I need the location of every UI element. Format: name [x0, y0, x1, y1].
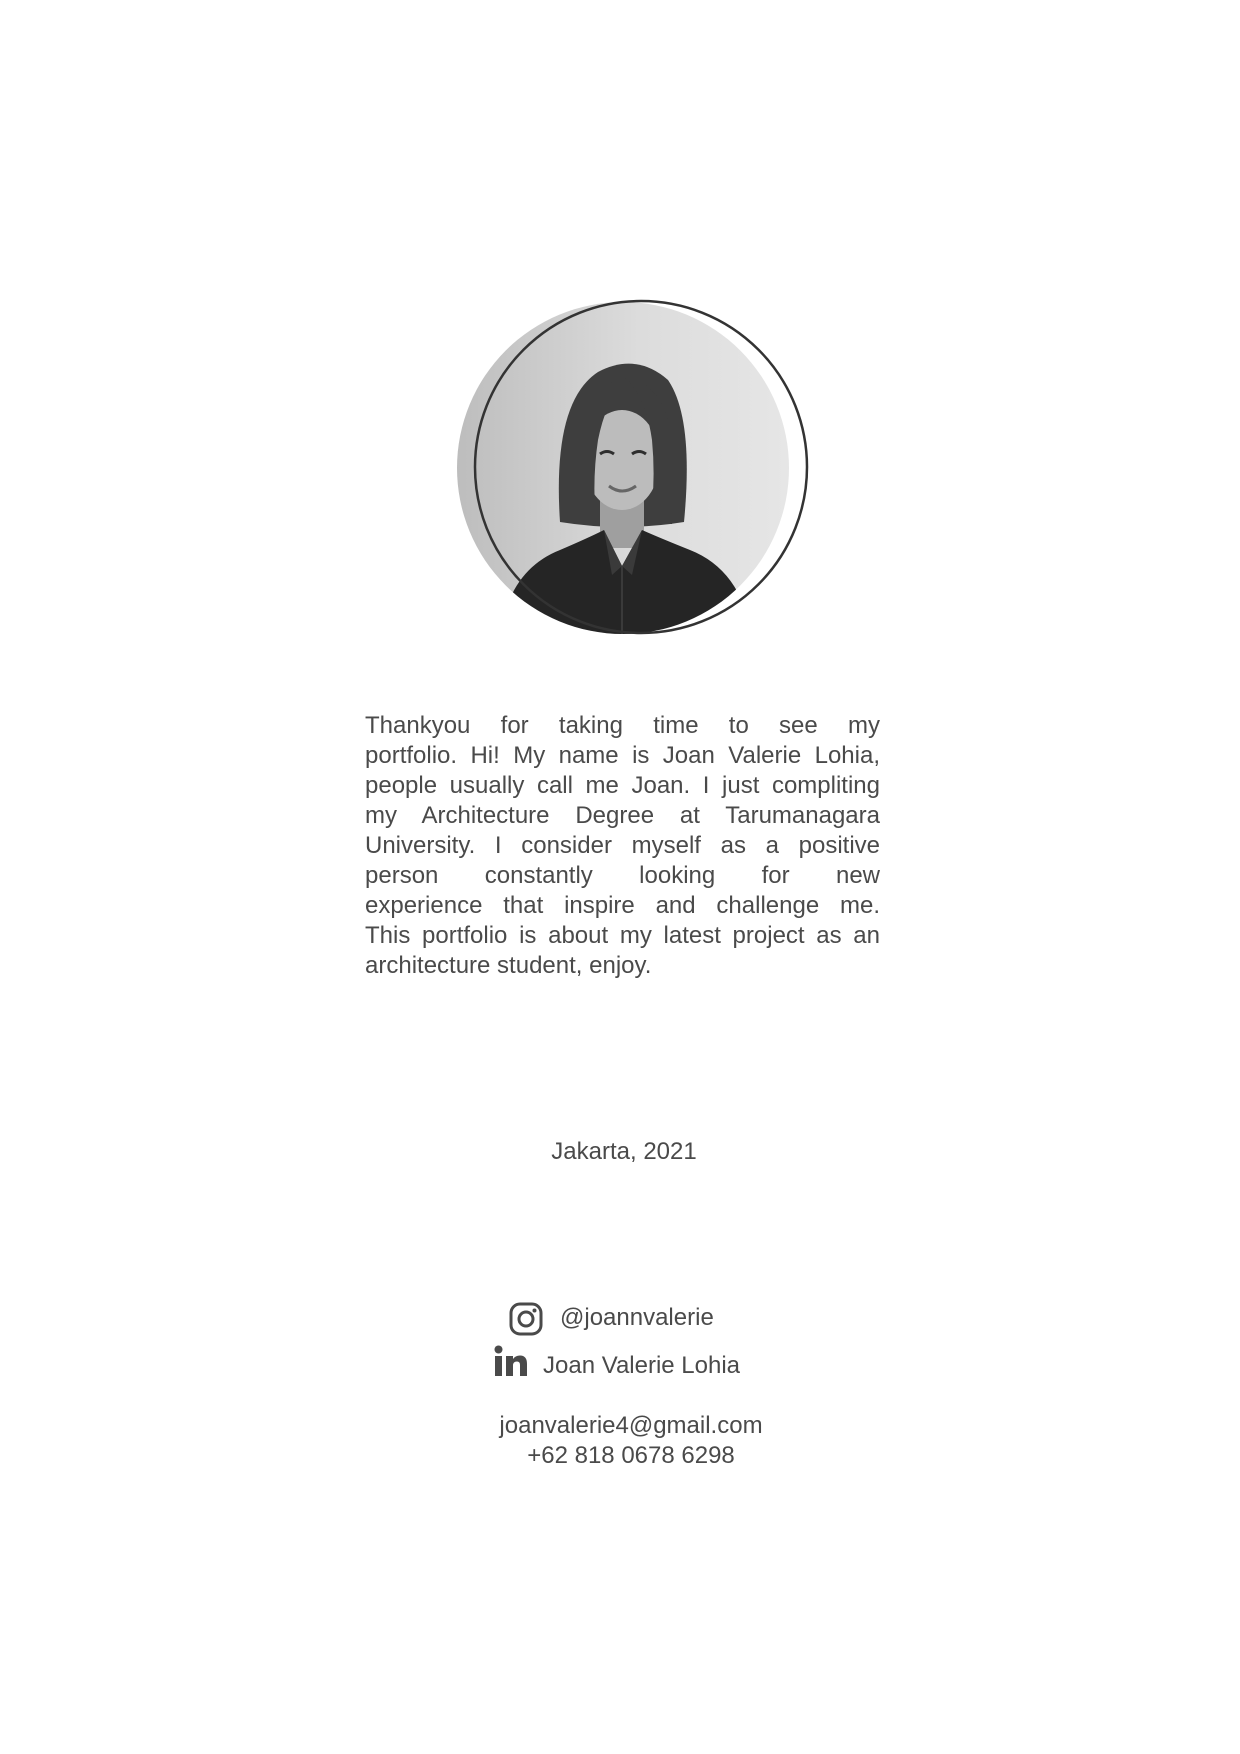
- intro-line: portfolio. Hi! My name is Joan Valerie Lohia,: [365, 742, 880, 769]
- instagram-icon: [509, 1302, 543, 1336]
- linkedin-name: Joan Valerie Lohia: [543, 1352, 741, 1379]
- linkedin-icon: [494, 1345, 528, 1377]
- intro-line: person constantly looking for new: [365, 862, 880, 889]
- phone-number: +62 818 0678 6298: [527, 1442, 735, 1469]
- intro-line: people usually call me Joan. I just compliting: [365, 772, 880, 799]
- intro-line: experience that inspire and challenge me.: [365, 892, 880, 919]
- profile-photo: [0, 0, 1240, 700]
- intro-line: my Architecture Degree at Tarumanagara: [365, 802, 880, 829]
- email-address: joanvalerie4@gmail.com: [499, 1412, 763, 1439]
- intro-line: This portfolio is about my latest project as an: [365, 922, 880, 949]
- location-year: Jakarta, 2021: [551, 1138, 697, 1165]
- intro-line: architecture student, enjoy.: [365, 952, 652, 979]
- intro-line: Thankyou for taking time to see my: [365, 712, 880, 739]
- intro-paragraph: [365, 711, 880, 981]
- instagram-handle: @joannvalerie: [560, 1304, 714, 1331]
- intro-line: University. I consider myself as a positive: [365, 832, 880, 859]
